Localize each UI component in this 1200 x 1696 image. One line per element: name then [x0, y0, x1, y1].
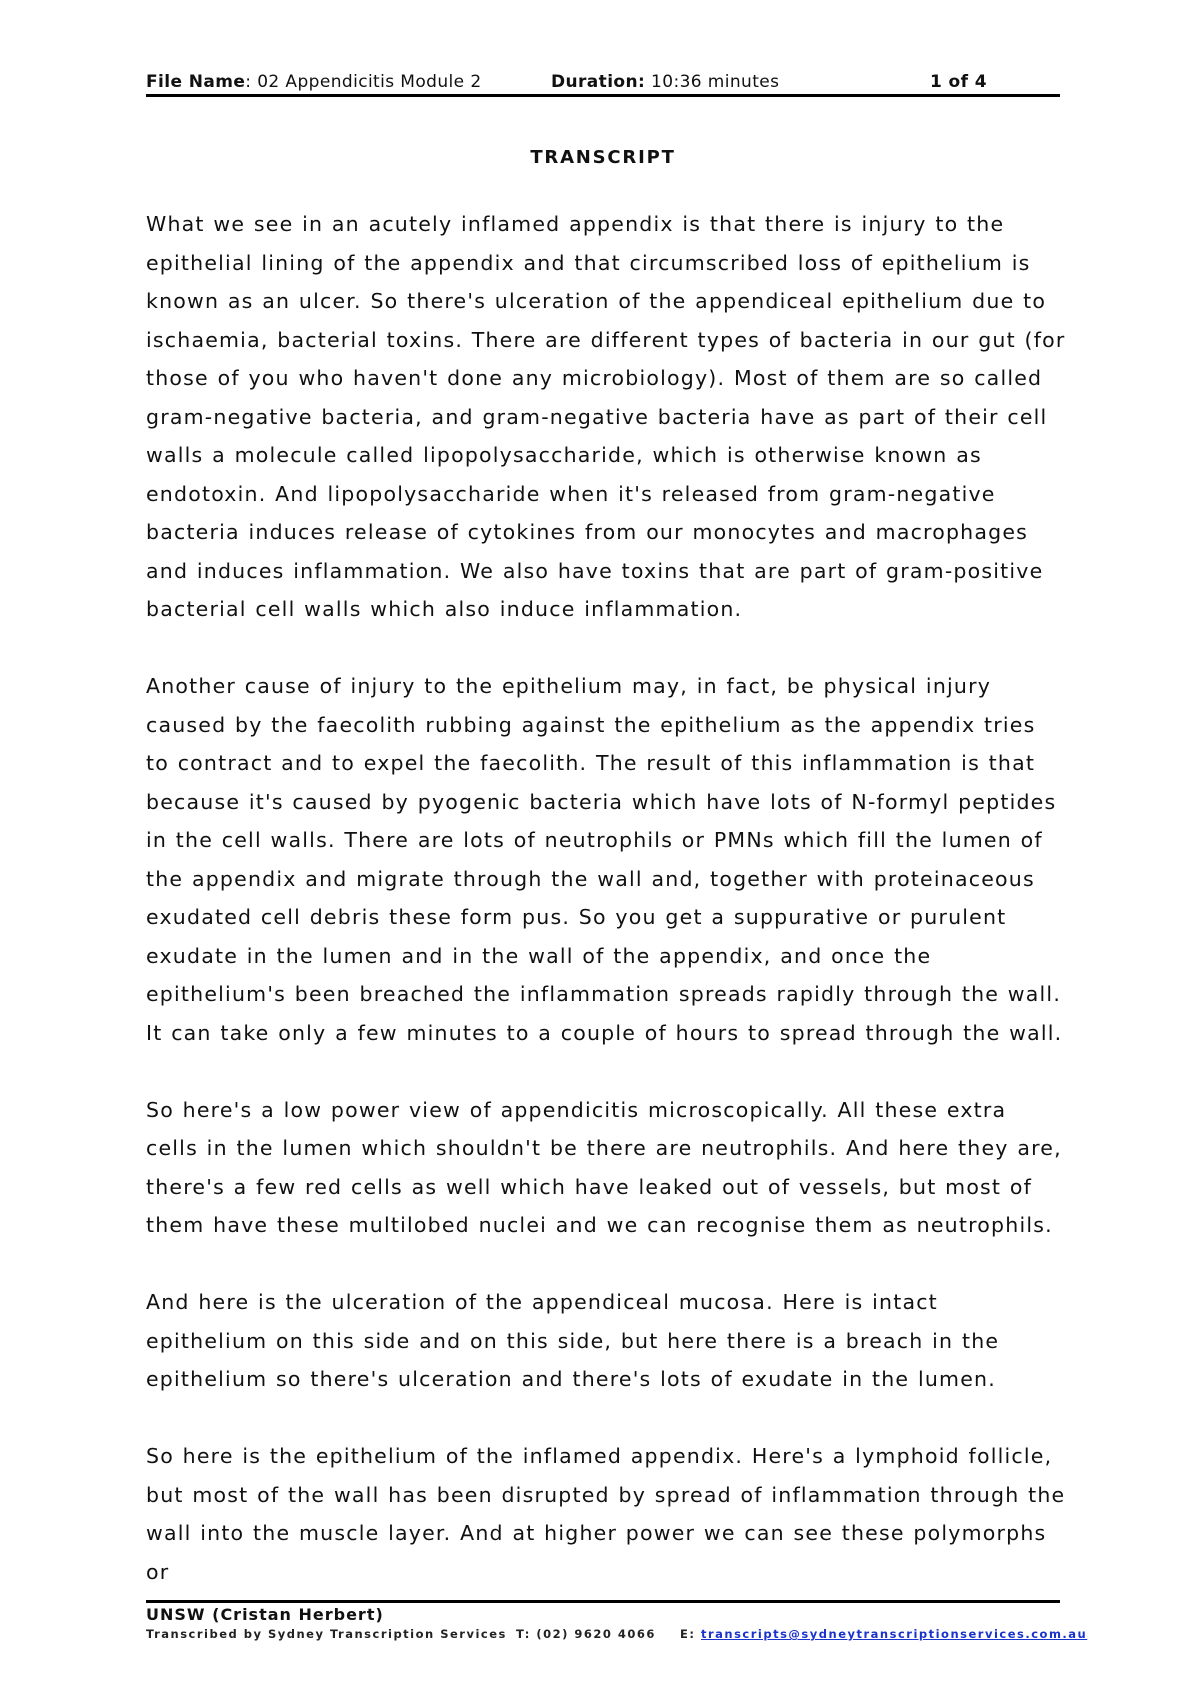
duration-label: Duration:: [551, 72, 646, 92]
footer-email-label: E:: [680, 1627, 701, 1641]
file-name-label: File Name: [146, 72, 246, 92]
footer-email-link[interactable]: transcripts@sydneytranscriptionservices.com.au: [700, 1627, 1088, 1641]
page-footer: [146, 1600, 1088, 1643]
paragraph: Another cause of injury to the epithelium may, in fact, be physical injury caused by the faecolith rubbing against the epithelium as the appendix tries to contract and to expel the faecolith. The result of this inflammation is that because it's caused by pyogenic bacteria which have lots of N-formyl peptides in the cell walls. There are lots of neutrophils or PMNs which fill the lumen of the appendix and migrate through the wall and, together with proteinaceous exudated cell debris these form pus. So you get a suppurative or purulent exudate in the lumen and in the wall of the appendix, and once the epithelium's been breached the inflammation spreads rapidly through the wall. It can take only a few minutes to a couple of hours to spread through the wall.: [146, 674, 1063, 1045]
file-name-value: : 02 Appendicitis Module 2: [245, 72, 482, 92]
page-header: [146, 70, 1060, 97]
paragraph: What we see in an acutely inflamed appendix is that there is injury to the epithelial lining of the appendix and that circumscribed loss of epithelium is known as an ulcer. So there's ulceration of the appendiceal epithelium due to ischaemia, bacterial toxins. There are different types of bacteria in our gut (for those of you who haven't done any microbiology). Most of them are so called gram-negative bacteria, and gram-negative bacteria have as part of their cell walls a molecule called lipopolysaccharide, which is otherwise known as endotoxin. And lipopolysaccharide when it's released from gram-negative bacteria induces release of cytokines from our monocytes and macrophages and induces inflammation. We also have toxins that are part of gram-positive bacterial cell walls which also induce inflammation.: [146, 212, 1066, 621]
footer-organisation: UNSW (Cristan Herbert): [146, 1605, 384, 1624]
document-title: TRANSCRIPT: [530, 147, 676, 168]
paragraph: And here is the ulceration of the appendiceal mucosa. Here is intact epithelium on this side and on this side, but here there is a breach in the epithelium so there's ulceration and there's lots of exudate in the lumen.: [146, 1290, 1000, 1391]
footer-phone: T: (02) 9620 4066: [516, 1627, 656, 1641]
footer-contact-line: [146, 1625, 1088, 1643]
transcript-body: [146, 205, 1066, 1630]
file-name-field: [146, 70, 482, 94]
duration-field: [551, 70, 779, 94]
paragraph: So here is the epithelium of the inflamed appendix. Here's a lymphoid follicle, but most of the wall has been disrupted by spread of inflammation through the wall into the muscle layer. And at higher power we can see these polymorphs or: [146, 1444, 1066, 1584]
footer-email-field: [680, 1625, 1087, 1643]
paragraph: So here's a low power view of appendicitis microscopically. All these extra cells in the lumen which shouldn't be there are neutrophils. And here they are, there's a few red cells as well which have leaked out of vessels, but most of them have these multilobed nuclei and we can recognise them as neutrophils.: [146, 1097, 1062, 1237]
footer-transcribed-by: Transcribed by Sydney Transcription Services: [146, 1627, 507, 1641]
page-indicator: 1 of 4: [930, 72, 987, 92]
duration-value: 10:36 minutes: [645, 72, 780, 92]
